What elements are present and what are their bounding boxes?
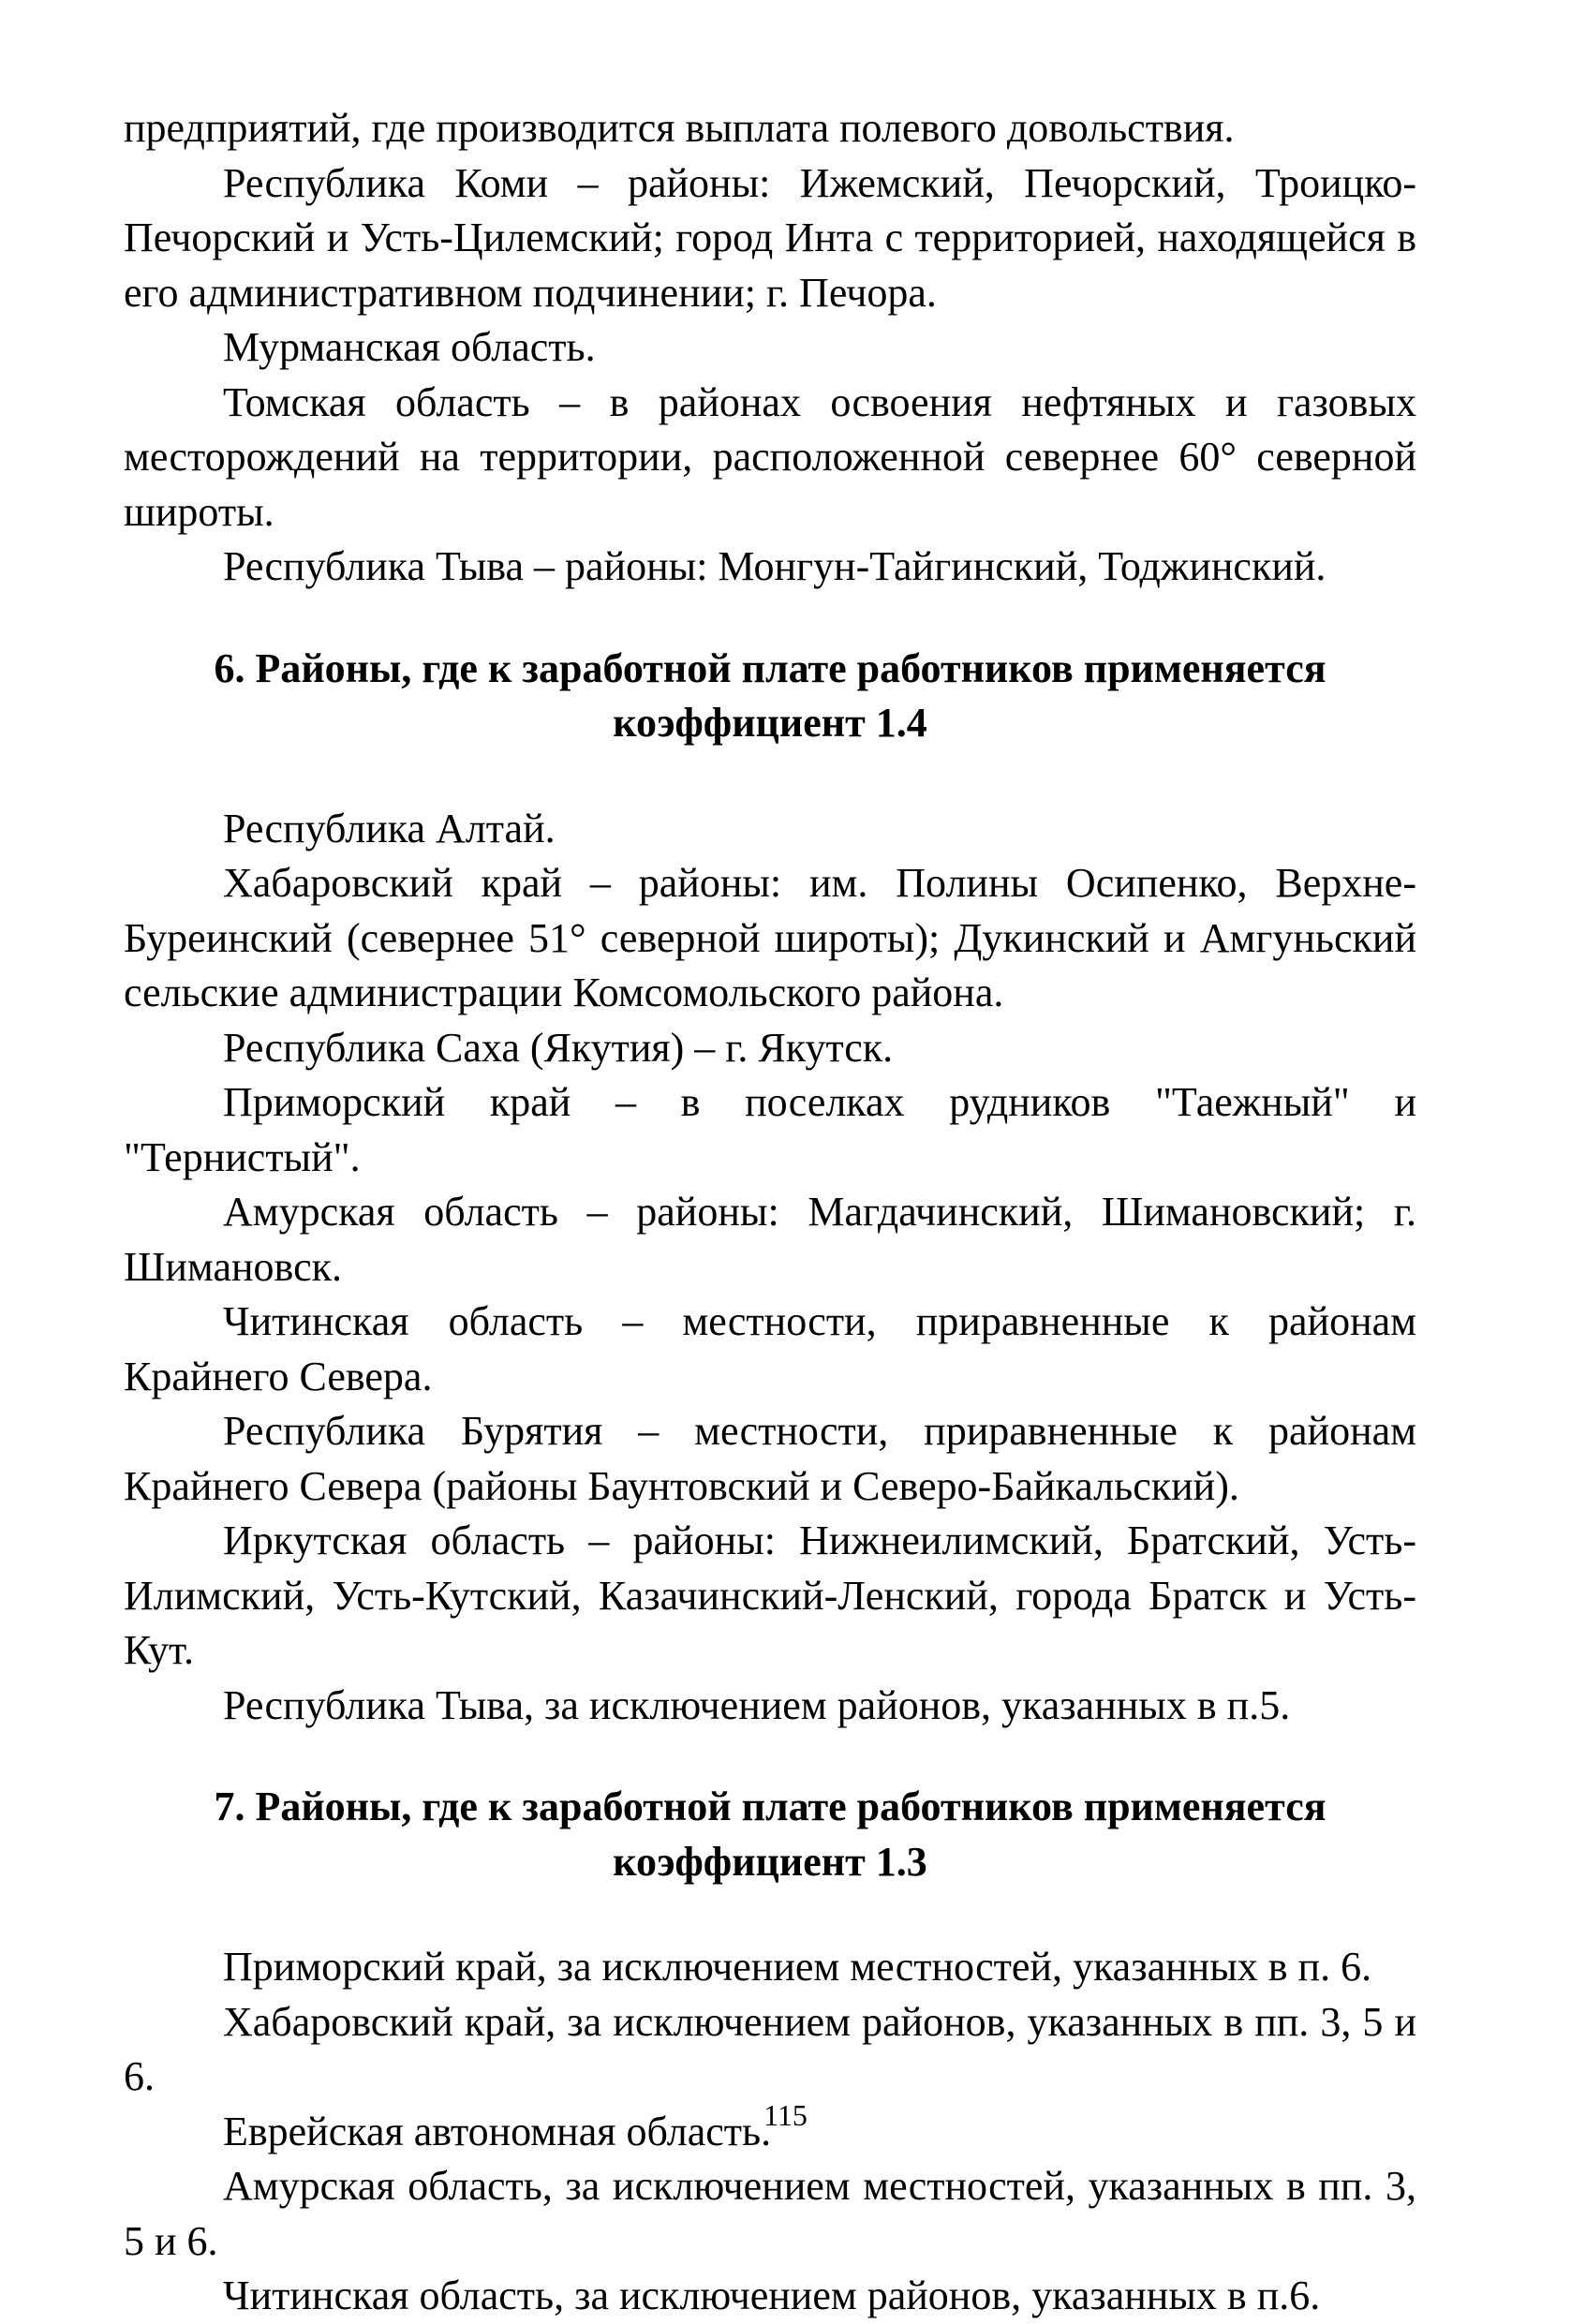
intro-paragraph-komi: Республика Коми – районы: Ижемский, Печорский, Троицко-Печорский и Усть-Цилемский; город Инта с территорией, находящейся в его административном подчинении; г. Печора. bbox=[124, 159, 1416, 316]
intro-paragraph-continuation: предприятий, где производится выплата полевого довольствия. bbox=[124, 105, 1235, 151]
section-6-paragraph-altai: Республика Алтай. bbox=[223, 805, 556, 851]
section-6-paragraph-chita: Читинская область – местности, приравненные к районам Крайнего Севера. bbox=[124, 1298, 1416, 1399]
section-6-paragraph-irkutsk: Иркутская область – районы: Нижнеилимский, Братский, Усть-Илимский, Усть-Кутский, Казачинский-Ленский, города Братск и Усть-Кут. bbox=[124, 1517, 1416, 1673]
section-7-heading-line2: коэффициент 1.3 bbox=[613, 1838, 927, 1885]
page-body bbox=[124, 101, 1416, 2324]
section-7-paragraph-primorsky: Приморский край, за исключением местностей, указанных в п. 6. bbox=[223, 1944, 1372, 1990]
section-7-paragraph-amur: Амурская область, за исключением местностей, указанных в пп. 3, 5 и 6. bbox=[124, 2163, 1416, 2264]
section-6-paragraph-primorsky: Приморский край – в поселках рудников "Таежный" и "Тернистый". bbox=[124, 1079, 1416, 1180]
section-6-paragraph-tyva: Республика Тыва, за исключением районов, указанных в п.5. bbox=[223, 1681, 1291, 1728]
intro-paragraph-tyva: Республика Тыва – районы: Монгун-Тайгинский, Тоджинский. bbox=[223, 543, 1326, 589]
section-7-paragraph-khabarovsk: Хабаровский край, за исключением районов, указанных в пп. 3, 5 и 6. bbox=[124, 1998, 1416, 2099]
section-6-heading-line2: коэффициент 1.4 bbox=[613, 700, 927, 746]
section-6-paragraph-buryatia: Республика Бурятия – местности, приравненные к районам Крайнего Севера (районы Баунтовский и Северо-Байкальский). bbox=[124, 1408, 1416, 1509]
page-number: 115 bbox=[763, 2098, 808, 2132]
section-6-paragraph-amur: Амурская область – районы: Магдачинский, Шимановский; г. Шимановск. bbox=[124, 1189, 1416, 1290]
section-6-paragraph-sakha: Республика Саха (Якутия) – г. Якутск. bbox=[223, 1024, 894, 1071]
intro-paragraph-murmansk: Мурманская область. bbox=[223, 324, 596, 370]
section-6-paragraph-khabarovsk: Хабаровский край – районы: им. Полины Осипенко, Верхне-Буреинский (севернее 51° северной широты); Дукинский и Амгуньский сельские администрации Комсомольского района. bbox=[124, 860, 1416, 1015]
section-6-heading bbox=[124, 642, 1416, 751]
intro-paragraph-tomsk: Томская область – в районах освоения нефтяных и газовых месторождений на территории, расположенной севернее 60° северной широты. bbox=[124, 378, 1416, 535]
section-7-heading-line1: 7. Районы, где к заработной плате работников применяется bbox=[214, 1784, 1326, 1829]
section-7-paragraph-chita: Читинская область, за исключением районов, указанных в п.6. bbox=[223, 2272, 1321, 2318]
section-6-heading-line1: 6. Районы, где к заработной плате работников применяется bbox=[214, 644, 1326, 691]
section-7-paragraph-jewish-ao: Еврейская автономная область. bbox=[223, 2108, 772, 2154]
section-7-heading bbox=[124, 1780, 1416, 1889]
